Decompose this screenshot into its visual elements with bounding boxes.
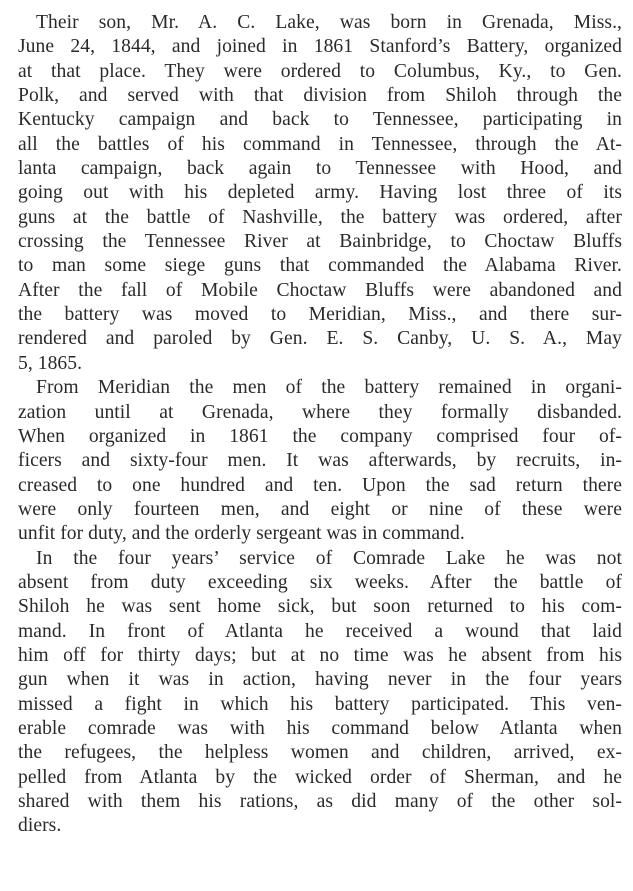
text-line: When organized in 1861 the company comprised four of- [18, 425, 622, 447]
text-line: pelled from Atlanta by the wicked order of Sherman, and he [18, 766, 622, 788]
text-line: all the battles of his command in Tennessee, through the At- [18, 133, 622, 155]
text-line: creased to one hundred and ten. Upon the sad return there [18, 474, 622, 496]
text-line: gun when it was in action, having never in the four years [18, 669, 622, 691]
text-line: diers. [18, 815, 62, 837]
text-line: After the fall of Mobile Choctaw Bluffs were abandoned and [18, 279, 622, 301]
text-line: at that place. They were ordered to Columbus, Ky., to Gen. [18, 60, 622, 82]
text-line: lanta campaign, back again to Tennessee with Hood, and [18, 158, 622, 180]
text-line: zation until at Grenada, where they formally disbanded. [18, 401, 622, 423]
text-line: him off for thirty days; but at no time was he absent from his [18, 644, 622, 666]
text-line: shared with them his rations, as did many of the other sol- [18, 791, 622, 812]
text-line: Kentucky campaign and back to Tennessee, participating in [18, 109, 622, 131]
text-line: From Meridian the men of the battery remained in organi- [36, 377, 622, 399]
text-line: rendered and paroled by Gen. E. S. Canby, U. S. A., May [18, 328, 622, 350]
text-line: unfit for duty, and the orderly sergeant was in command. [18, 523, 465, 545]
text-line: Shiloh he was sent home sick, but soon returned to his com- [18, 596, 622, 618]
text-line: absent from duty exceeding six weeks. After the battle of [18, 571, 622, 593]
document-body [18, 11, 622, 839]
document-page [18, 11, 622, 839]
text-line: guns at the battle of Nashville, the battery was ordered, after [18, 206, 622, 228]
paragraph [18, 547, 622, 839]
paragraph [18, 11, 622, 376]
text-line: Polk, and served with that division from Shiloh through the [18, 85, 622, 107]
text-line: 5, 1865. [18, 352, 83, 374]
text-line: to man some siege guns that commanded the Alabama River. [18, 255, 622, 277]
text-line: the battery was moved to Meridian, Miss., and there sur- [18, 304, 622, 326]
text-line: June 24, 1844, and joined in 1861 Stanford’s Battery, organized [18, 36, 622, 58]
text-line: missed a fight in which his battery participated. This ven- [18, 693, 622, 715]
text-line: ficers and sixty-four men. It was afterwards, by recruits, in- [18, 450, 622, 472]
text-line: mand. In front of Atlanta he received a wound that laid [18, 620, 622, 642]
text-line: In the four years’ service of Comrade Lake he was not [36, 547, 622, 569]
text-line: Their son, Mr. A. C. Lake, was born in Grenada, Miss., [36, 12, 622, 33]
paragraph [18, 376, 622, 546]
text-line: the refugees, the helpless women and children, arrived, ex- [18, 742, 622, 764]
text-line: erable comrade was with his command below Atlanta when [18, 717, 622, 739]
text-line: going out with his depleted army. Having lost three of its [18, 182, 622, 204]
text-line: were only fourteen men, and eight or nine of these were [18, 498, 622, 520]
text-line: crossing the Tennessee River at Bainbridge, to Choctaw Bluffs [18, 231, 622, 253]
